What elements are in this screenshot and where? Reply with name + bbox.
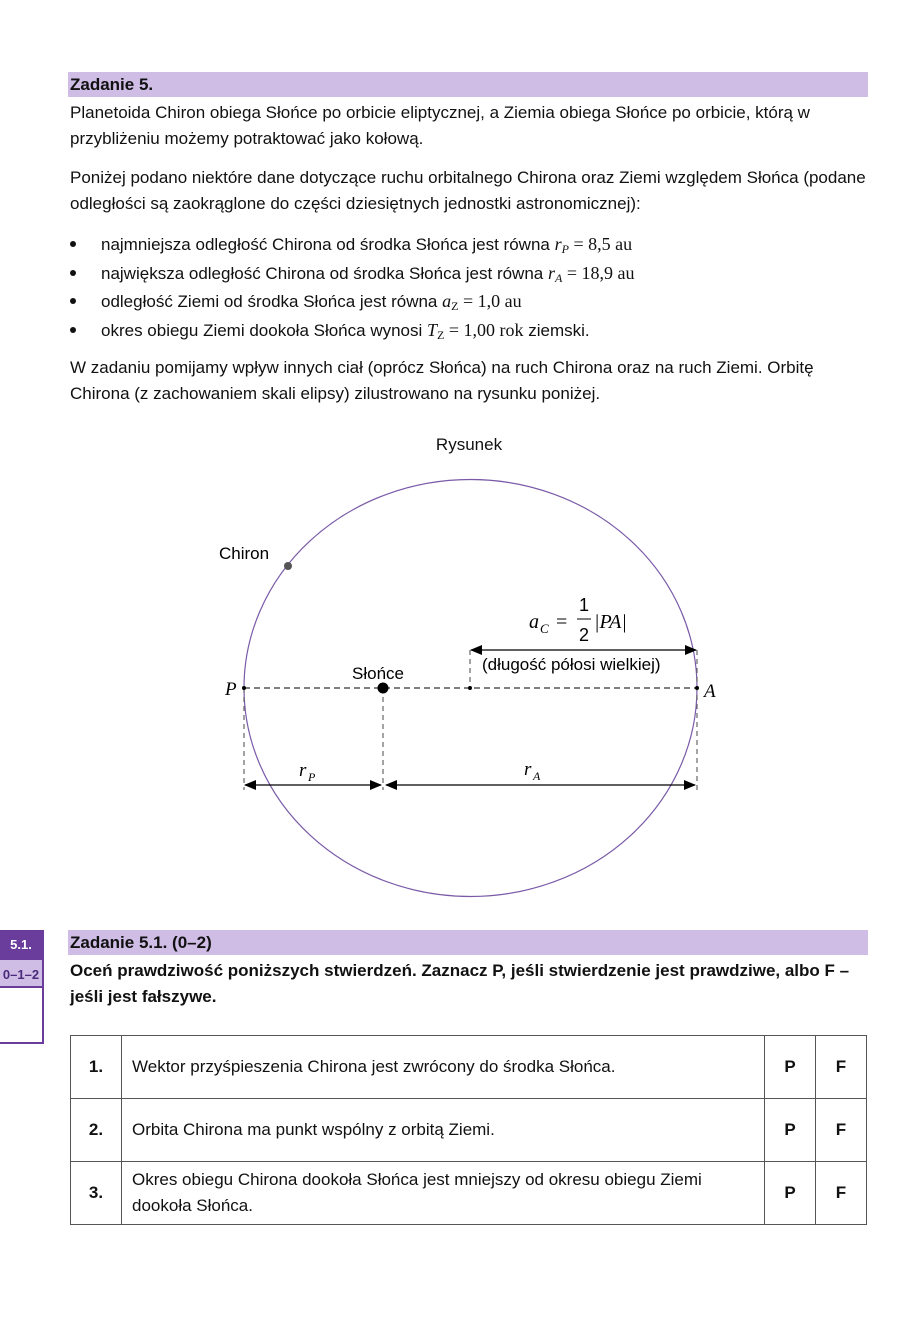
semi-major-formula (529, 595, 627, 645)
svg-text:1: 1 (579, 595, 590, 615)
math-ra: $r_A = 18,9$ au (547, 262, 635, 285)
ra-label (524, 759, 541, 783)
true-false-table (70, 1035, 867, 1225)
row-number: 2. (71, 1099, 122, 1162)
svg-text:=: = (556, 611, 568, 633)
chiron-label: Chiron (219, 544, 270, 563)
math-rp: $r_P = 8,5$ au (554, 234, 633, 256)
task-note: W zadaniu pomijamy wpływ innych ciał (oprócz Słońca) na ruch Chirona oraz na ruch Ziemi. Orbitę Chirona (z zachowaniem skali elipsy) zilustrowano na rysunku poniżej. (70, 358, 814, 403)
svg-text:r: r (299, 760, 307, 781)
score-box-field[interactable] (0, 988, 42, 1042)
rp-label (299, 760, 316, 784)
table-row (71, 1099, 867, 1162)
task-intro: Planetoida Chiron obiega Słońce po orbicie eliptycznej, a Ziemia obiega Słońce po orbicie, którą w przybliżeniu możemy potraktować jako kołową. (70, 103, 810, 148)
data-item-text: odległość Ziemi od środka Słońca jest równa (101, 292, 443, 311)
subtask-header: Zadanie 5.1. (0–2) (68, 930, 868, 955)
svg-text:2: 2 (579, 625, 590, 645)
row-number: 3. (71, 1162, 122, 1225)
figure-title: Rysunek (435, 435, 503, 454)
aphelion-label: A (704, 681, 716, 702)
aphelion-dot (695, 686, 699, 690)
score-box-number: 5.1. (0, 932, 42, 958)
perihelion-label: P (225, 679, 237, 700)
row-number: 1. (71, 1036, 122, 1099)
data-item-text: okres obiegu Ziemi dookoła Słońca wynosi (101, 320, 428, 340)
perihelion-dot (242, 686, 246, 690)
data-intro: Poniżej podano niektóre dane dotyczące ruchu orbitalnego Chirona oraz Ziemi względem Słońca (podane odległości są zaokrąglone do części dziesiętnych jednostki astronomicznej): (70, 168, 866, 213)
table-row (71, 1036, 867, 1099)
score-box (0, 930, 44, 1044)
row-statement: Okres obiegu Chirona dookoła Słońca jest mniejszy od okresu obiegu Ziemi dookoła Słońca. (122, 1162, 765, 1225)
option-true[interactable]: P (765, 1036, 816, 1099)
math-tz: $T_Z = 1,00$ rok (427, 319, 524, 342)
option-false[interactable]: F (816, 1036, 867, 1099)
data-item-text: największa odległość Chirona od środka Słońca jest równa (101, 263, 548, 283)
row-statement: Orbita Chirona ma punkt wspólny z orbitą Ziemi. (122, 1099, 765, 1162)
semi-major-caption: (długość półosi wielkiej) (482, 655, 661, 674)
option-true[interactable]: P (765, 1099, 816, 1162)
svg-text:C: C (540, 621, 549, 636)
svg-text:r: r (524, 759, 532, 780)
subtask-instruction: Oceń prawdziwość poniższych stwierdzeń. Zaznacz P, jeśli stwierdzenie jest prawdziwe, albo F – jeśli jest fałszywe. (70, 961, 850, 1006)
svg-text:A: A (533, 769, 541, 783)
sun-dot (378, 683, 389, 694)
svg-text:a: a (529, 611, 539, 633)
option-false[interactable]: F (816, 1099, 867, 1162)
option-false[interactable]: F (816, 1162, 867, 1225)
center-dot (468, 686, 472, 690)
chiron-dot (284, 562, 292, 570)
row-statement: Wektor przyśpieszenia Chirona jest zwrócony do środka Słońca. (122, 1036, 765, 1099)
math-az: $a_Z = 1,0$ au (442, 291, 522, 313)
score-box-range: 0–1–2 (0, 958, 42, 988)
table-row (71, 1162, 867, 1225)
svg-text:P: P (308, 770, 316, 784)
svg-text:|PA|: |PA| (594, 611, 627, 633)
data-item-text: najmniejsza odległość Chirona od środka Słońca jest równa (101, 235, 555, 254)
task-header: Zadanie 5. (68, 72, 868, 97)
option-true[interactable]: P (765, 1162, 816, 1225)
data-item-suffix: ziemski. (523, 320, 590, 340)
sun-label: Słońce (352, 664, 404, 683)
